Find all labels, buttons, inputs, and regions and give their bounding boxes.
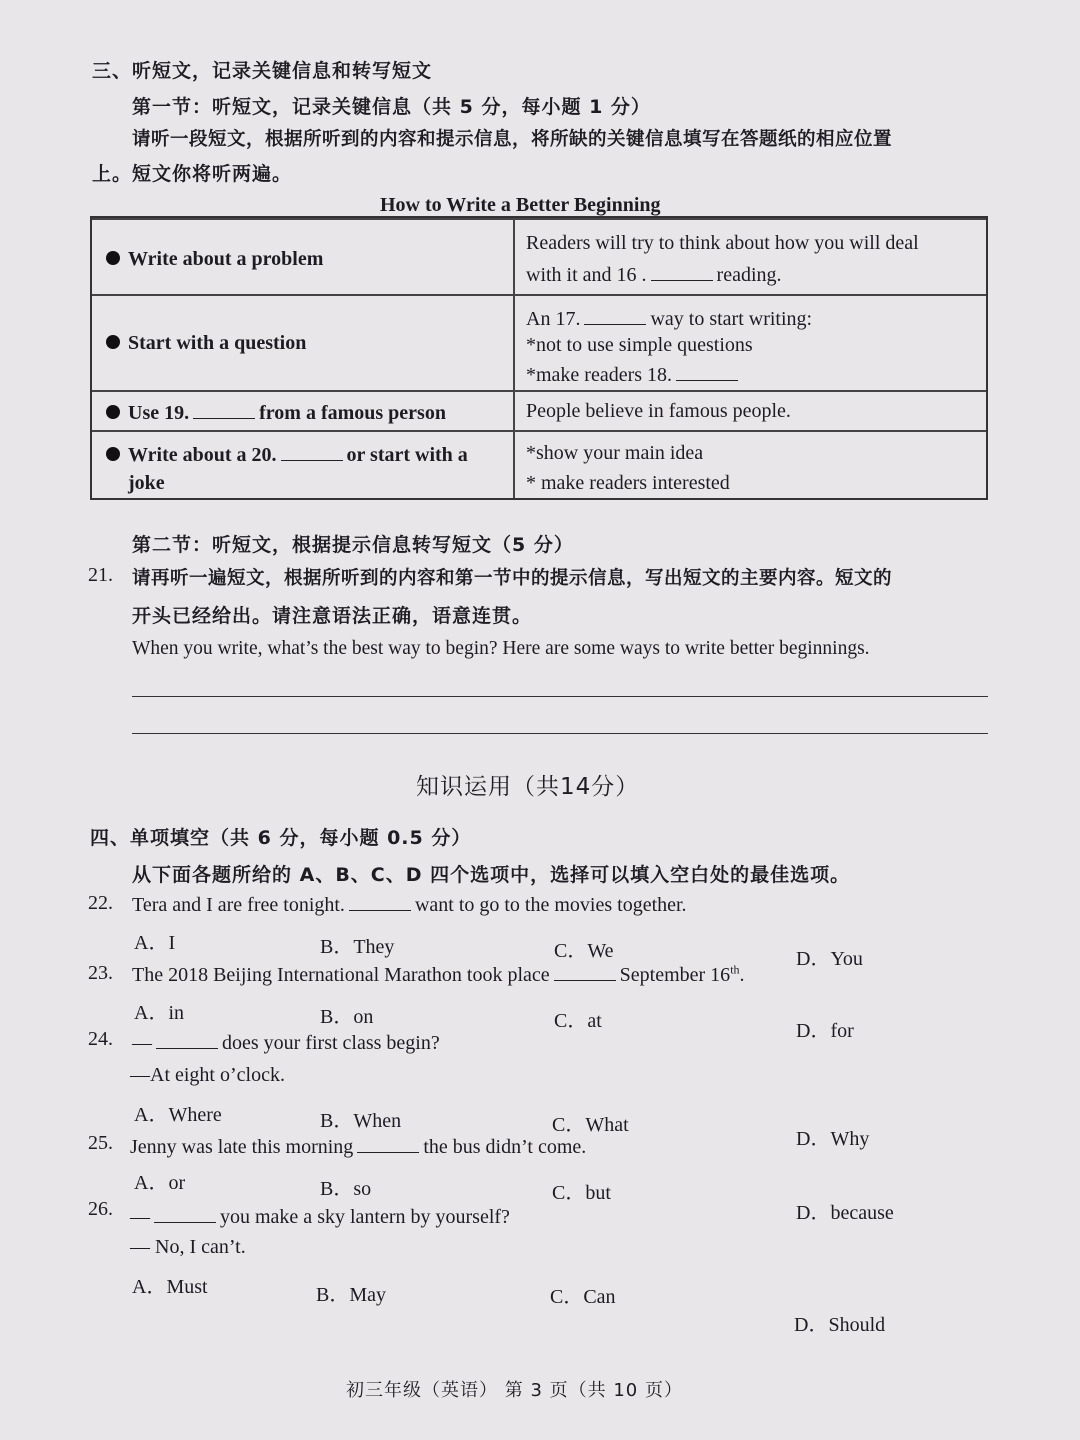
row4-right-line2: * make readers interested (526, 472, 730, 494)
row3-left: Use 19. from a famous person (106, 400, 446, 425)
section4-instruction: 从下面各题所给的 A、B、C、D 四个选项中，选择可以填入空白处的最佳选项。 (132, 864, 851, 886)
instruction-line1: 请听一段短文，根据所听到的内容和提示信息，将所缺的关键信息填写在答题纸的相应位置 (132, 129, 893, 150)
q26-option-d[interactable]: D．Should (794, 1314, 886, 1336)
row2-right-line2: *not to use simple questions (526, 334, 753, 356)
q22-stem: Tera and I are free tonight. want to go to the movies together. (132, 894, 687, 916)
q23-option-a[interactable]: A．in (134, 1002, 184, 1024)
page-footer: 初三年级（英语） 第 3 页（共 10 页） (346, 1380, 683, 1401)
q22-blank (349, 892, 411, 911)
q23-option-c[interactable]: C．at (554, 1010, 602, 1032)
q24-option-d[interactable]: D．Why (796, 1128, 870, 1150)
row2-right-line3: *make readers 18. (526, 362, 742, 387)
q23-blank (554, 962, 616, 981)
q21-number: 21. (88, 564, 113, 586)
q22-option-a[interactable]: A．I (134, 932, 176, 954)
q24-option-c[interactable]: C．What (552, 1114, 629, 1136)
row3-right-line1: People believe in famous people. (526, 400, 791, 422)
q21-text-line2: 开头已经给出。请注意语法正确，语意连贯。 (132, 605, 533, 627)
table-row (92, 218, 986, 296)
row4-left-line2: joke (128, 472, 165, 494)
q22-option-b[interactable]: B．They (320, 936, 395, 958)
row1-right-line1: Readers will try to think about how you will deal (526, 232, 919, 254)
knowledge-title: 知识运用（共14分） (416, 774, 640, 800)
answer-blank-20[interactable] (281, 442, 343, 461)
q24-number: 24. (88, 1028, 113, 1050)
table-title: How to Write a Better Beginning (380, 194, 661, 216)
row4-left-line1: Write about a 20. or start with a (106, 442, 468, 467)
bullet-icon (106, 335, 120, 349)
row1-left: Write about a problem (106, 248, 323, 271)
q23-option-b[interactable]: B．on (320, 1006, 374, 1028)
row1-right-line2: with it and 16 . reading. (526, 264, 782, 286)
q24-stem: — does your first class begin? (132, 1032, 440, 1054)
q25-number: 25. (88, 1132, 113, 1154)
notes-table (90, 216, 988, 500)
q21-text-line1: 请再听一遍短文，根据所听到的内容和第一节中的提示信息，写出短文的主要内容。短文的 (132, 568, 893, 589)
section4-heading: 四、单项填空（共 6 分，每小题 0.5 分） (90, 827, 472, 849)
row4-right-line1: *show your main idea (526, 442, 704, 464)
q26-blank (154, 1204, 216, 1223)
bullet-icon (106, 405, 120, 419)
q23-number: 23. (88, 962, 113, 984)
q26-option-b[interactable]: B．May (316, 1284, 386, 1306)
q25-stem: Jenny was late this morning the bus didn’t come. (130, 1136, 587, 1158)
instruction-line2: 上。短文你将听两遍。 (92, 163, 293, 185)
row2-left: Start with a question (106, 332, 306, 355)
bullet-icon (106, 447, 120, 461)
answer-blank-19[interactable] (193, 400, 255, 419)
table-row (92, 390, 986, 432)
q23-option-d[interactable]: D．for (796, 1020, 854, 1042)
q26-number: 26. (88, 1198, 113, 1220)
q23-stem: The 2018 Beijing International Marathon took place September 16th. (132, 962, 745, 986)
q24-blank (156, 1030, 218, 1049)
answer-blank-17[interactable] (584, 306, 646, 325)
bullet-icon (106, 251, 120, 265)
answer-blank-16[interactable] (651, 262, 713, 281)
row2-right-line1: An 17. way to start writing: (526, 308, 813, 330)
q25-option-c[interactable]: C．but (552, 1182, 611, 1204)
q22-option-d[interactable]: D．You (796, 948, 863, 970)
q25-blank (357, 1134, 419, 1153)
q22-number: 22. (88, 892, 113, 914)
q26-option-c[interactable]: C．Can (550, 1286, 616, 1308)
q24-answer-line: —At eight o’clock. (130, 1064, 285, 1086)
q25-option-d[interactable]: D．because (796, 1202, 894, 1224)
part1-heading: 第一节：听短文，记录关键信息（共 5 分，每小题 1 分） (132, 96, 651, 118)
q21-start-sentence: When you write, what’s the best way to begin? Here are some ways to write better beginnings. (132, 638, 870, 659)
q24-option-a[interactable]: A．Where (134, 1104, 222, 1126)
part2-heading: 第二节：听短文，根据提示信息转写短文（5 分） (132, 534, 574, 556)
q26-option-a[interactable]: A．Must (132, 1276, 208, 1298)
q26-stem: — you make a sky lantern by yourself? (130, 1206, 510, 1228)
answer-blank-18[interactable] (676, 362, 738, 381)
answer-line[interactable] (132, 733, 988, 734)
table-row (92, 294, 986, 392)
q25-option-a[interactable]: A．or (134, 1172, 186, 1194)
answer-line[interactable] (132, 696, 988, 697)
section3-heading: 三、听短文，记录关键信息和转写短文 (92, 60, 433, 82)
table-row (92, 430, 986, 502)
q22-option-c[interactable]: C．We (554, 940, 614, 962)
q26-answer-line: — No, I can’t. (130, 1236, 246, 1258)
q25-option-b[interactable]: B．so (320, 1178, 372, 1200)
q24-option-b[interactable]: B．When (320, 1110, 402, 1132)
